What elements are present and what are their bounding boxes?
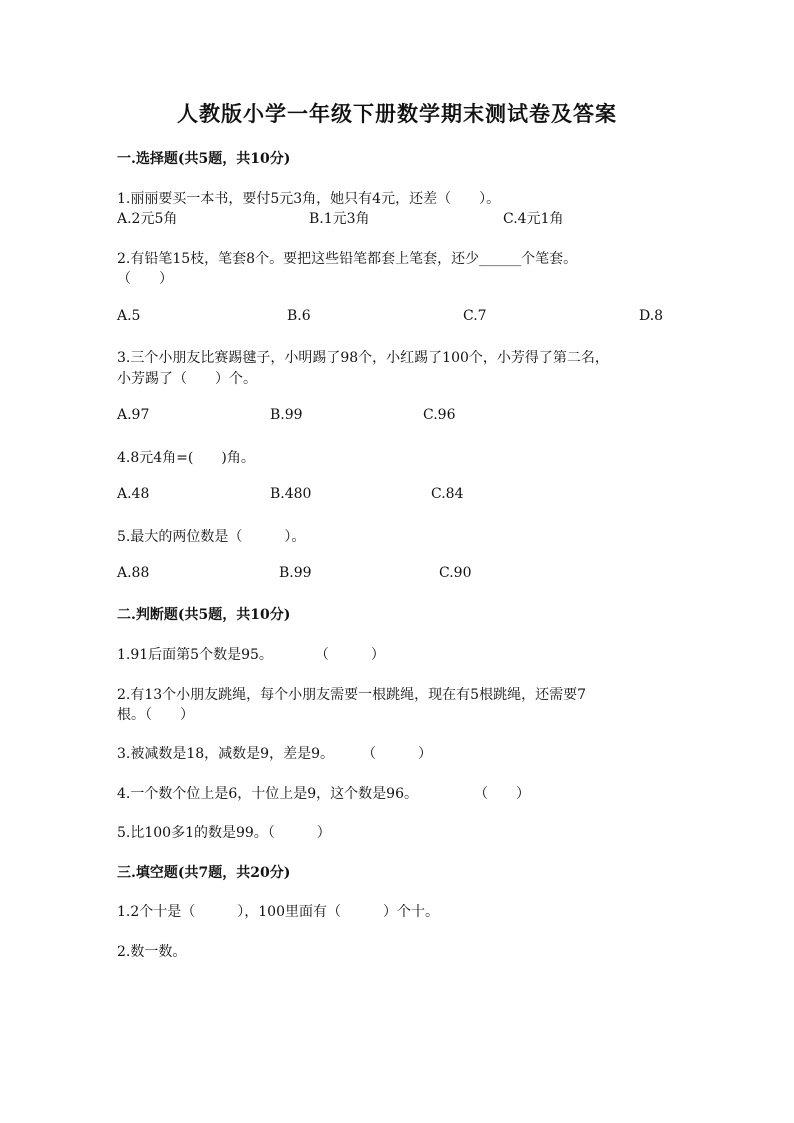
question-text: 5.比100多1的数是99。（ ） [117, 825, 331, 841]
question-text: 1.丽丽要买一本书，要付5元3角，她只有4元，还差（ ）。 [117, 191, 501, 207]
question-text: 2.有铅笔15枝，笔套8个。要把这些铅笔都套上笔套，还少______个笔套。 [117, 251, 578, 267]
option-b: B.480 [270, 486, 312, 502]
question-text-cont: （ ） [117, 271, 173, 287]
question-text: 4.8元4角=( )角。 [117, 450, 255, 466]
option-c: C.90 [439, 565, 472, 581]
option-d: D.8 [639, 308, 664, 324]
option-c: C.96 [423, 407, 456, 423]
section-heading-judgement: 二.判断题(共5题，共10分) [117, 607, 291, 623]
option-b: B.99 [279, 565, 312, 581]
option-a: A.97 [117, 407, 150, 423]
option-b: B.1元3角 [309, 211, 370, 227]
question-text: 4.一个数个位上是6，十位上是9，这个数是96。 （ ） [117, 786, 530, 802]
option-b: B.99 [270, 407, 303, 423]
option-b: B.6 [287, 308, 311, 324]
option-a: A.5 [117, 308, 141, 324]
option-c: C.84 [431, 486, 464, 502]
option-a: A.2元5角 [117, 211, 178, 227]
question-text: 5.最大的两位数是（ ）。 [117, 529, 306, 545]
option-a: A.88 [117, 565, 150, 581]
section-heading-fill-blank: 三.填空题(共7题，共20分) [117, 865, 291, 881]
question-text: 3.三个小朋友比赛踢毽子，小明踢了98个，小红踢了100个，小芳得了第二名， [117, 350, 609, 366]
page-title: 人教版小学一年级下册数学期末测试卷及答案 [177, 101, 617, 126]
section-heading-choice: 一.选择题(共5题，共10分) [117, 151, 291, 167]
question-text: 2.有13个小朋友跳绳，每个小朋友需要一根跳绳，现在有5根跳绳，还需要7 [117, 687, 586, 703]
question-text: 1.91后面第5个数是95。 （ ） [117, 647, 385, 663]
question-text: 1.2个十是（ ），100里面有（ ）个十。 [117, 904, 439, 920]
option-a: A.48 [117, 486, 150, 502]
question-text-cont: 根。（ ） [117, 707, 194, 723]
question-text: 2.数一数。 [117, 944, 187, 960]
option-c: C.7 [463, 308, 487, 324]
option-c: C.4元1角 [503, 211, 564, 227]
question-text: 3.被减数是18，减数是9，差是9。 （ ） [117, 746, 432, 762]
question-text-cont: 小芳踢了（ ）个。 [117, 371, 257, 387]
